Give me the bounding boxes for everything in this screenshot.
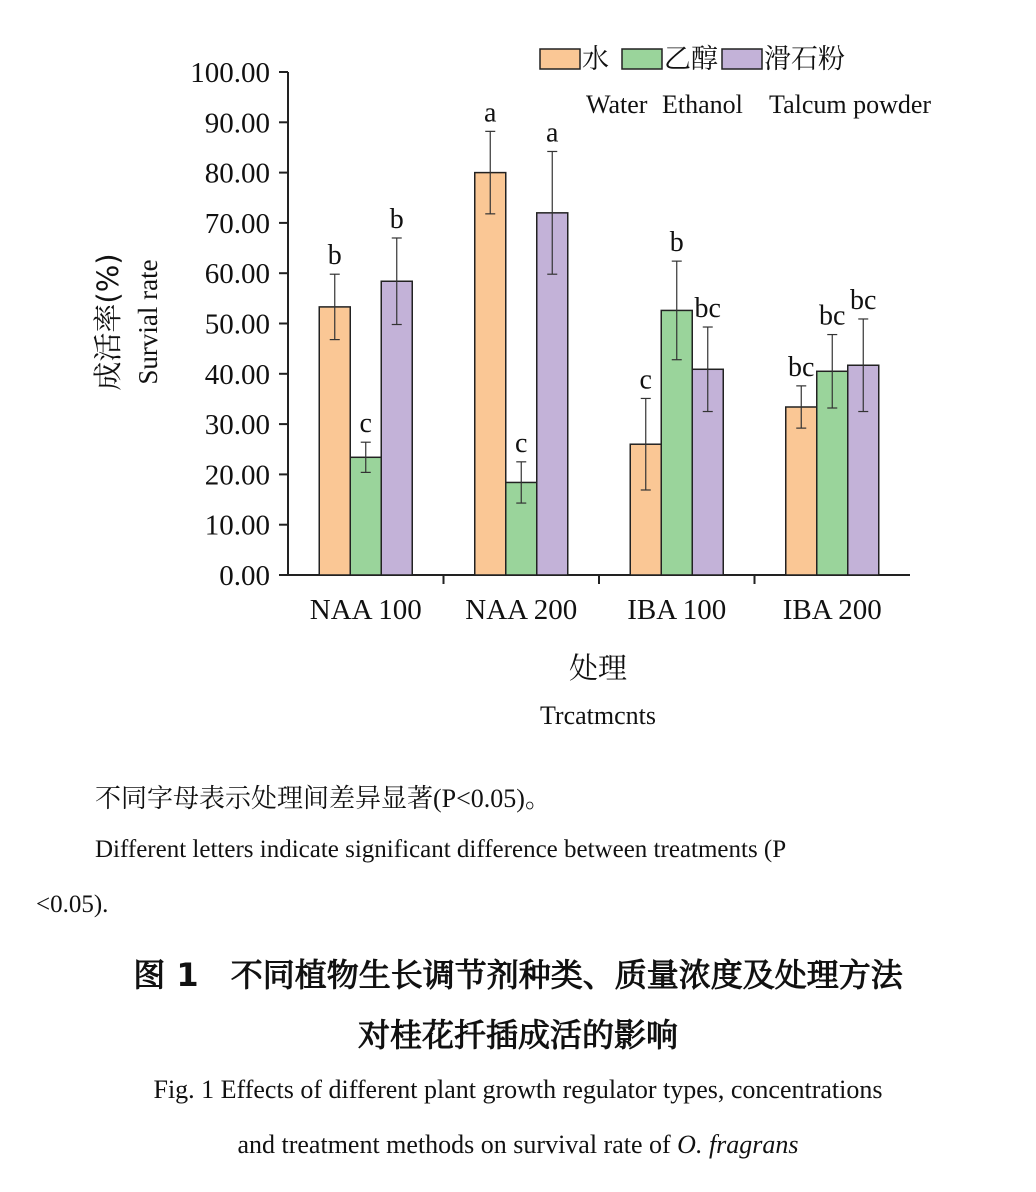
- x-axis-title-en: Trcatmcnts: [539, 701, 657, 730]
- x-tick-label: NAA 200: [465, 594, 578, 626]
- figure-caption-en-line2: [0, 1130, 1036, 1160]
- legend-swatch-water: [540, 49, 580, 69]
- y-tick-label: 50.00: [204, 308, 270, 341]
- y-tick-label: 70.00: [204, 207, 270, 240]
- x-tick-label: IBA 200: [782, 594, 882, 626]
- x-axis-title-cn: 处理: [568, 651, 628, 685]
- bar-ethanol: [350, 457, 381, 575]
- significance-letter: b: [389, 203, 404, 235]
- bar-talcum: [381, 281, 412, 575]
- x-axis: [288, 575, 910, 584]
- footnote-en-line2: <0.05).: [36, 891, 109, 918]
- y-axis-title-cn: 成活率(%): [91, 253, 125, 391]
- legend-label-ethanol-en: Ethanol: [662, 90, 743, 119]
- significance-letter: a: [546, 117, 559, 149]
- legend-label-water: 水: [582, 44, 609, 75]
- figure-caption-title-line1: [0, 950, 1036, 996]
- legend-swatch-talcum: [722, 49, 762, 69]
- bar-water: [319, 307, 350, 575]
- significance-letter: c: [639, 364, 652, 396]
- legend-label-talcum: 滑石粉: [764, 44, 845, 75]
- y-tick-label: 80.00: [204, 157, 270, 190]
- significance-letter: b: [669, 227, 684, 259]
- x-tick-labels: [310, 594, 882, 626]
- significance-letter: a: [484, 97, 497, 129]
- caption-en-line2-text: and treatment methods on survival rate of: [237, 1130, 678, 1159]
- y-axis: [190, 57, 288, 592]
- species-name: O. fragrans: [677, 1130, 799, 1159]
- bars: [319, 97, 879, 575]
- y-tick-label: 100.00: [190, 57, 270, 89]
- bar-water: [475, 173, 506, 575]
- legend-label-ethanol: 乙醇: [664, 44, 718, 75]
- significance-letter: bc: [694, 293, 721, 325]
- figure-title-text: 不同植物生长调节剂种类、质量浓度及处理方法: [230, 956, 903, 994]
- y-axis-title: [91, 253, 163, 390]
- significance-letter: bc: [850, 284, 877, 316]
- x-tick-label: IBA 100: [627, 594, 727, 626]
- footnote-cn: 不同字母表示处理间差异显著(P<0.05)。: [95, 784, 551, 813]
- significance-letter: bc: [819, 300, 846, 332]
- figure-caption-title-line2: 对桂花扦插成活的影响: [357, 1016, 678, 1054]
- y-tick-label: 10.00: [204, 509, 270, 542]
- y-axis-title-en: Survial rate: [133, 259, 163, 385]
- legend-label-talcum-en: Talcum powder: [769, 90, 932, 119]
- footnote-en-line1: Different letters indicate significant difference between treatments (P: [95, 836, 787, 863]
- legend: [540, 44, 931, 119]
- figure-label: 图 1: [133, 956, 199, 994]
- figure-caption-en-line1: Fig. 1 Effects of different plant growth regulator types, concentrations: [153, 1075, 883, 1104]
- x-tick-label: NAA 100: [309, 594, 422, 626]
- legend-swatch-ethanol: [622, 49, 662, 69]
- y-tick-label: 60.00: [204, 258, 270, 291]
- y-tick-label: 20.00: [204, 459, 270, 492]
- significance-letter: b: [327, 240, 342, 272]
- significance-letter: bc: [788, 351, 815, 383]
- legend-label-water-en: Water: [586, 90, 648, 119]
- y-tick-label: 30.00: [204, 409, 270, 442]
- significance-letter: c: [359, 408, 372, 440]
- significance-letter: c: [515, 427, 528, 459]
- y-tick-label: 90.00: [204, 107, 270, 140]
- y-tick-label: 0.00: [219, 560, 270, 592]
- bar-water: [786, 407, 817, 575]
- y-tick-label: 40.00: [204, 358, 270, 391]
